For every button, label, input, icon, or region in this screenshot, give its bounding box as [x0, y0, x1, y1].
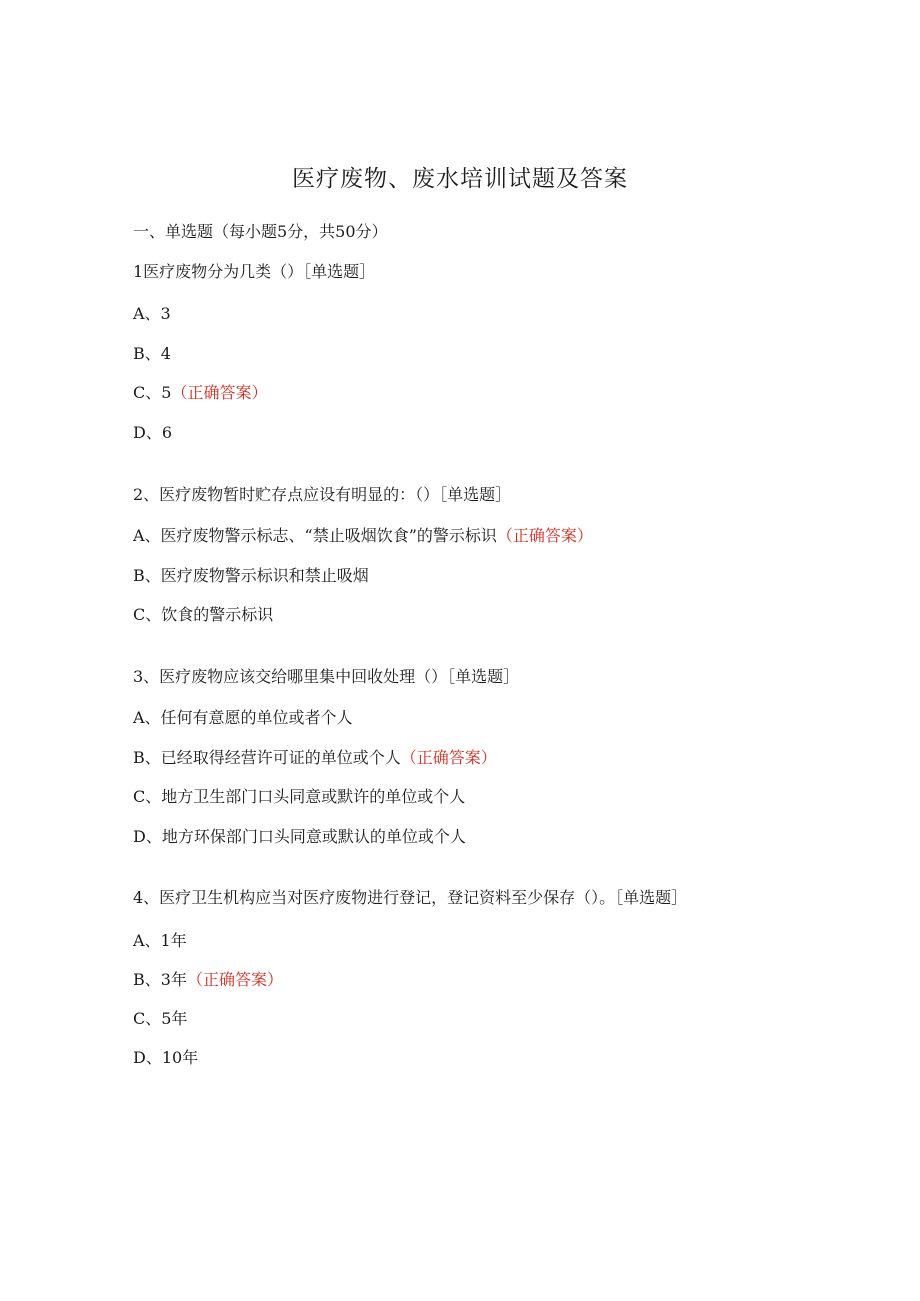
- correct-answer-mark: （正确答案）: [400, 748, 497, 767]
- question-3-option-d: D、地方环保部门口头同意或默认的单位或个人: [133, 827, 466, 846]
- question-4-option-a: A、1年: [133, 931, 187, 950]
- question-2-stem: 2、医疗废物暂时贮存点应设有明显的：（）［单选题］: [133, 485, 512, 504]
- question-3-stem: 3、医疗废物应该交给哪里集中回收处理（）［单选题］: [133, 667, 520, 686]
- question-1-option-d: D、6: [133, 423, 173, 442]
- page-title: 医疗废物、废水培训试题及答案: [292, 166, 628, 192]
- question-4-option-c: C、5年: [133, 1009, 188, 1028]
- correct-answer-mark: （正确答案）: [186, 970, 283, 989]
- question-1-option-a: A、3: [133, 304, 171, 323]
- question-1-option-c: C、5（正确答案）: [133, 383, 268, 402]
- question-4-option-b: B、3年（正确答案）: [133, 970, 283, 989]
- correct-answer-mark: （正确答案）: [171, 383, 268, 402]
- question-4-option-d: D、10年: [133, 1048, 199, 1067]
- section-heading: 一、单选题（每小题5分，共50分）: [133, 222, 388, 241]
- question-1-stem: 1医疗废物分为几类（）［单选题］: [133, 262, 376, 281]
- question-3-option-c: C、地方卫生部门口头同意或默许的单位或个人: [133, 787, 466, 806]
- question-2-option-a: A、医疗废物警示标志、“禁止吸烟饮食”的警示标识（正确答案）: [133, 526, 593, 545]
- question-2-option-c: C、饮食的警示标识: [133, 605, 274, 624]
- question-3-option-a: A、任何有意愿的单位或者个人: [133, 708, 353, 727]
- question-1-option-b: B、4: [133, 344, 171, 363]
- question-4-stem: 4、医疗卫生机构应当对医疗废物进行登记，登记资料至少保存（）。［单选题］: [133, 888, 688, 907]
- question-2-option-b: B、医疗废物警示标识和禁止吸烟: [133, 566, 369, 585]
- question-3-option-b: B、已经取得经营许可证的单位或个人（正确答案）: [133, 748, 497, 767]
- correct-answer-mark: （正确答案）: [496, 526, 593, 545]
